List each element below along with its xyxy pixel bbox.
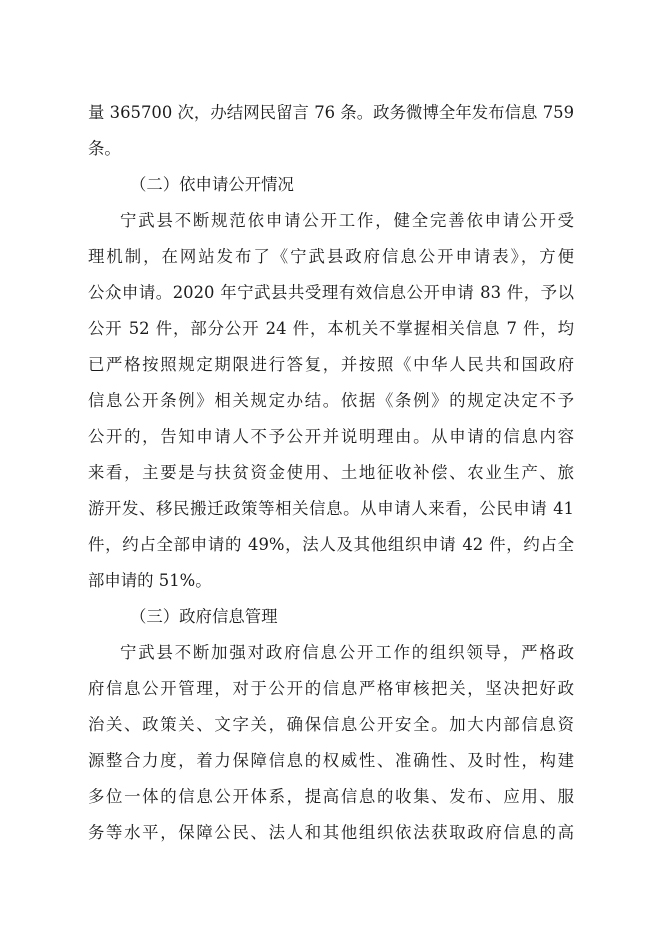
text-line-10: 公开的，告知申请人不予公开并说明理由。从申请的信息内容 xyxy=(88,427,574,446)
text-line-17: 府信息公开管理，对于公开的信息严格审核把关，坚决把好政 xyxy=(88,679,574,698)
text-line-11: 来看，主要是与扶贫资金使用、土地征收补偿、农业生产、旅 xyxy=(88,463,574,482)
text-line-21: 务等水平，保障公民、法人和其他组织依法获取政府信息的高 xyxy=(88,823,574,842)
text-line-18: 治关、政策关、文字关，确保信息公开安全。加大内部信息资 xyxy=(88,715,574,734)
text-line-6: 公众申请。2020 年宁武县共受理有效信息公开申请 83 件，予以 xyxy=(88,283,574,302)
section-heading-2: （二）依申请公开情况 xyxy=(130,175,294,194)
text-line-7: 公开 52 件，部分公开 24 件，本机关不掌握相关信息 7 件，均 xyxy=(88,319,574,338)
text-line-16: 宁武县不断加强对政府信息公开工作的组织领导，严格政 xyxy=(120,643,574,662)
text-line-4: 宁武县不断规范依申请公开工作，健全完善依申请公开受 xyxy=(120,211,574,230)
text-line-13: 件，约占全部申请的 49%，法人及其他组织申请 42 件，约占全 xyxy=(88,535,574,554)
text-line-1: 量 365700 次，办结网民留言 76 条。政务微博全年发布信息 759 xyxy=(88,103,574,122)
text-line-2: 条。 xyxy=(88,139,121,158)
text-line-20: 多位一体的信息公开体系，提高信息的收集、发布、应用、服 xyxy=(88,787,574,806)
text-line-9: 信息公开条例》相关规定办结。依据《条例》的规定决定不予 xyxy=(88,391,574,410)
section-heading-3: （三）政府信息管理 xyxy=(130,607,278,626)
text-line-14: 部申请的 51%。 xyxy=(88,571,212,590)
text-line-5: 理机制，在网站发布了《宁武县政府信息公开申请表》，方便 xyxy=(88,247,574,266)
text-line-12: 游开发、移民搬迁政策等相关信息。从申请人来看，公民申请 41 xyxy=(88,499,574,518)
text-line-19: 源整合力度，着力保障信息的权威性、准确性、及时性，构建 xyxy=(88,751,574,770)
text-line-8: 已严格按照规定期限进行答复，并按照《中华人民共和国政府 xyxy=(88,355,574,374)
